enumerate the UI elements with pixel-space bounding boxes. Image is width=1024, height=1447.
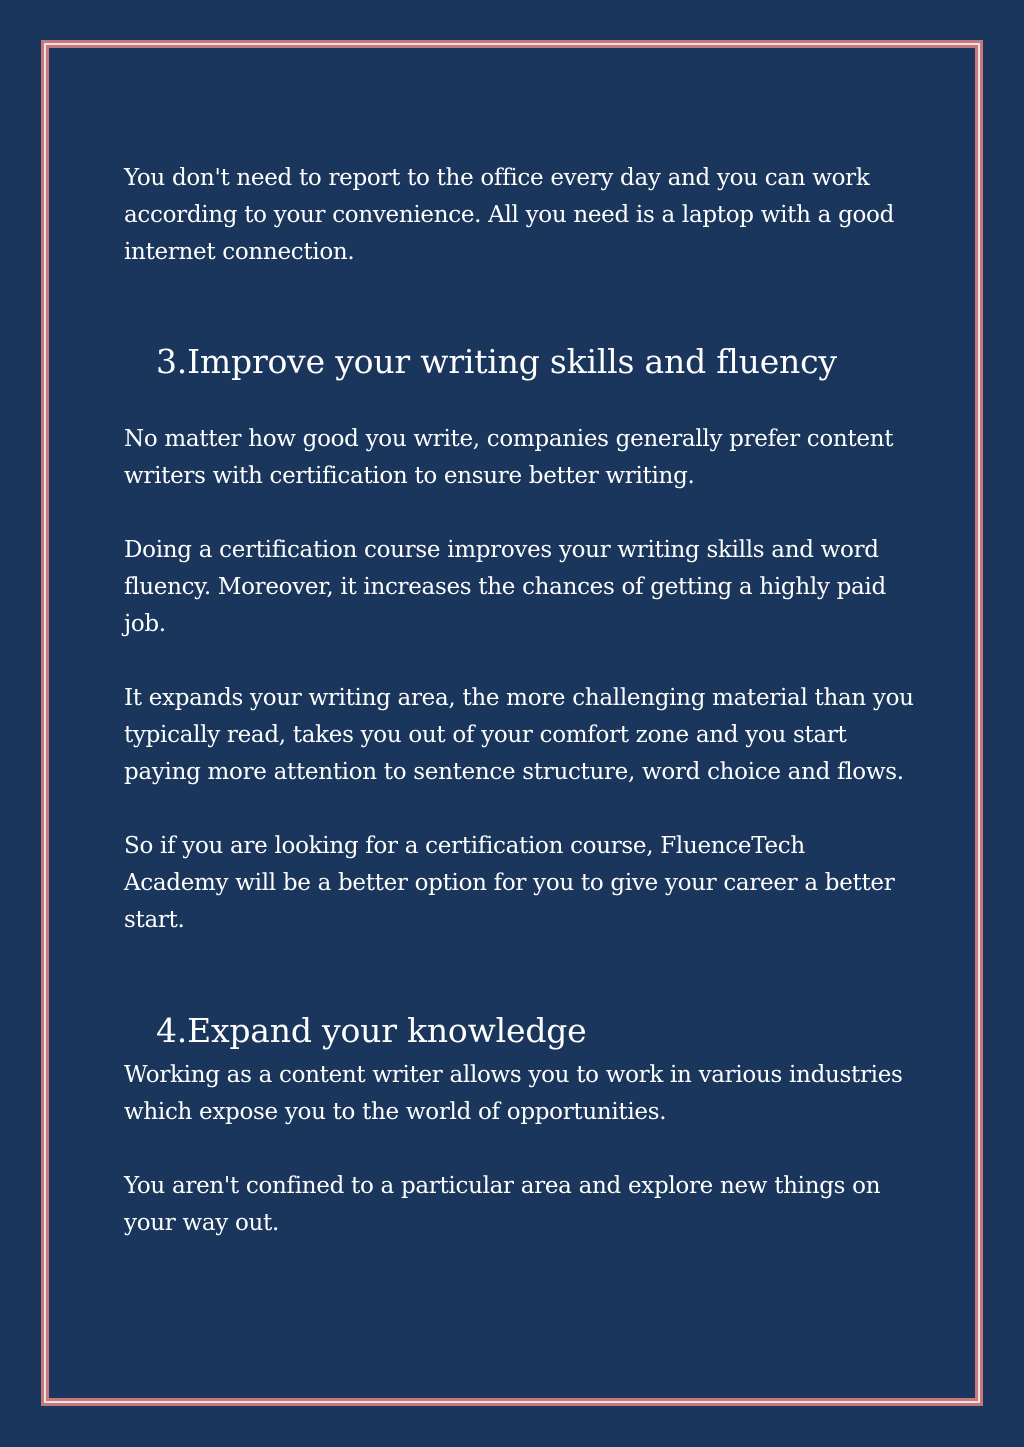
- section-3-paragraph-4: So if you are looking for a certification course, FluenceTech Academy will be a better option for you to give your career a better start.: [124, 833, 895, 933]
- section-4-heading: 4.Expand your knowledge: [156, 1011, 587, 1050]
- section-4-paragraph-2: You aren't confined to a particular area and explore new things on your way out.: [124, 1173, 881, 1236]
- section-4-paragraph-1: Working as a content writer allows you to work in various industries which expose you to the world of opportunities.: [124, 1062, 903, 1125]
- section-3-heading: 3.Improve your writing skills and fluency: [156, 342, 837, 381]
- section-3-paragraph-2: Doing a certification course improves your writing skills and word fluency. Moreover, it increases the chances of getting a highly paid job.: [124, 537, 886, 637]
- section-3-paragraph-3: It expands your writing area, the more challenging material than you typically read, takes you out of your comfort zone and you start paying more attention to sentence structure, word choice and flows.: [124, 685, 914, 785]
- document-body: [124, 160, 914, 1242]
- intro-paragraph: You don't need to report to the office every day and you can work according to your convenience. All you need is a laptop with a good internet connection.: [124, 165, 895, 265]
- section-3-paragraph-1: No matter how good you write, companies generally prefer content writers with certification to ensure better writing.: [124, 426, 894, 489]
